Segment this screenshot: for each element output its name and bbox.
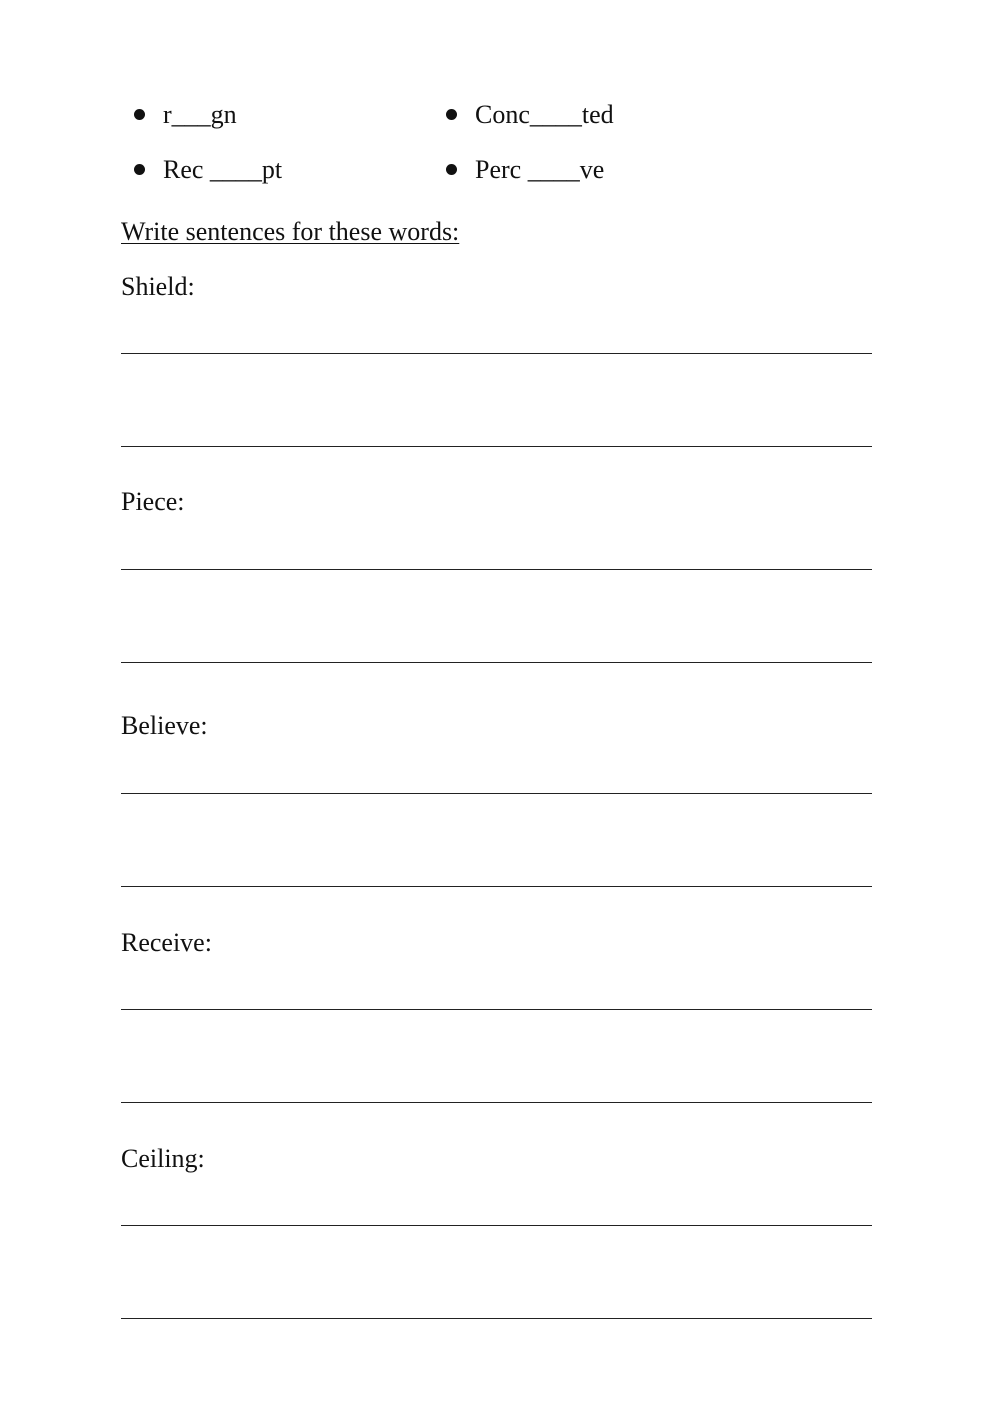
fill-in-item-2 bbox=[433, 70, 614, 130]
answer-line[interactable] bbox=[121, 1318, 872, 1319]
fill-in-item-4-blank[interactable]: ____ bbox=[527, 155, 580, 184]
answer-line[interactable] bbox=[121, 1225, 872, 1226]
answer-line[interactable] bbox=[121, 886, 872, 887]
answer-line[interactable] bbox=[121, 662, 872, 663]
fill-in-item-3-blank[interactable]: ____ bbox=[209, 155, 262, 184]
fill-in-item-2-after: ted bbox=[581, 100, 614, 129]
fill-in-item-1-blank[interactable]: ___ bbox=[171, 100, 211, 129]
instruction-heading: Write sentences for these words: bbox=[121, 217, 460, 246]
word-label-receive: Receive: bbox=[121, 928, 212, 957]
fill-in-item-3-after: pt bbox=[261, 155, 283, 184]
fill-in-item-1 bbox=[121, 70, 237, 130]
answer-line[interactable] bbox=[121, 446, 872, 447]
word-label-ceiling: Ceiling: bbox=[121, 1144, 205, 1173]
answer-line[interactable] bbox=[121, 353, 872, 354]
bullet-icon bbox=[446, 164, 457, 175]
word-label-piece: Piece: bbox=[121, 487, 185, 516]
fill-in-item-2-blank[interactable]: ____ bbox=[529, 100, 582, 129]
bullet-icon bbox=[134, 164, 145, 175]
fill-in-item-2-before: Conc bbox=[475, 100, 530, 129]
answer-line[interactable] bbox=[121, 1102, 872, 1103]
fill-in-item-1-after: gn bbox=[210, 100, 237, 129]
answer-line[interactable] bbox=[121, 1009, 872, 1010]
answer-line[interactable] bbox=[121, 569, 872, 570]
fill-in-item-4-after: ve bbox=[579, 155, 605, 184]
fill-in-item-4 bbox=[433, 125, 604, 185]
bullet-icon bbox=[134, 109, 145, 120]
fill-in-item-4-before: Perc bbox=[475, 155, 528, 184]
fill-in-item-3 bbox=[121, 125, 282, 185]
word-label-shield: Shield: bbox=[121, 272, 195, 301]
word-label-believe: Believe: bbox=[121, 711, 208, 740]
fill-in-item-3-before: Rec bbox=[163, 155, 210, 184]
answer-line[interactable] bbox=[121, 793, 872, 794]
fill-in-item-1-before: r bbox=[163, 100, 172, 129]
bullet-icon bbox=[446, 109, 457, 120]
